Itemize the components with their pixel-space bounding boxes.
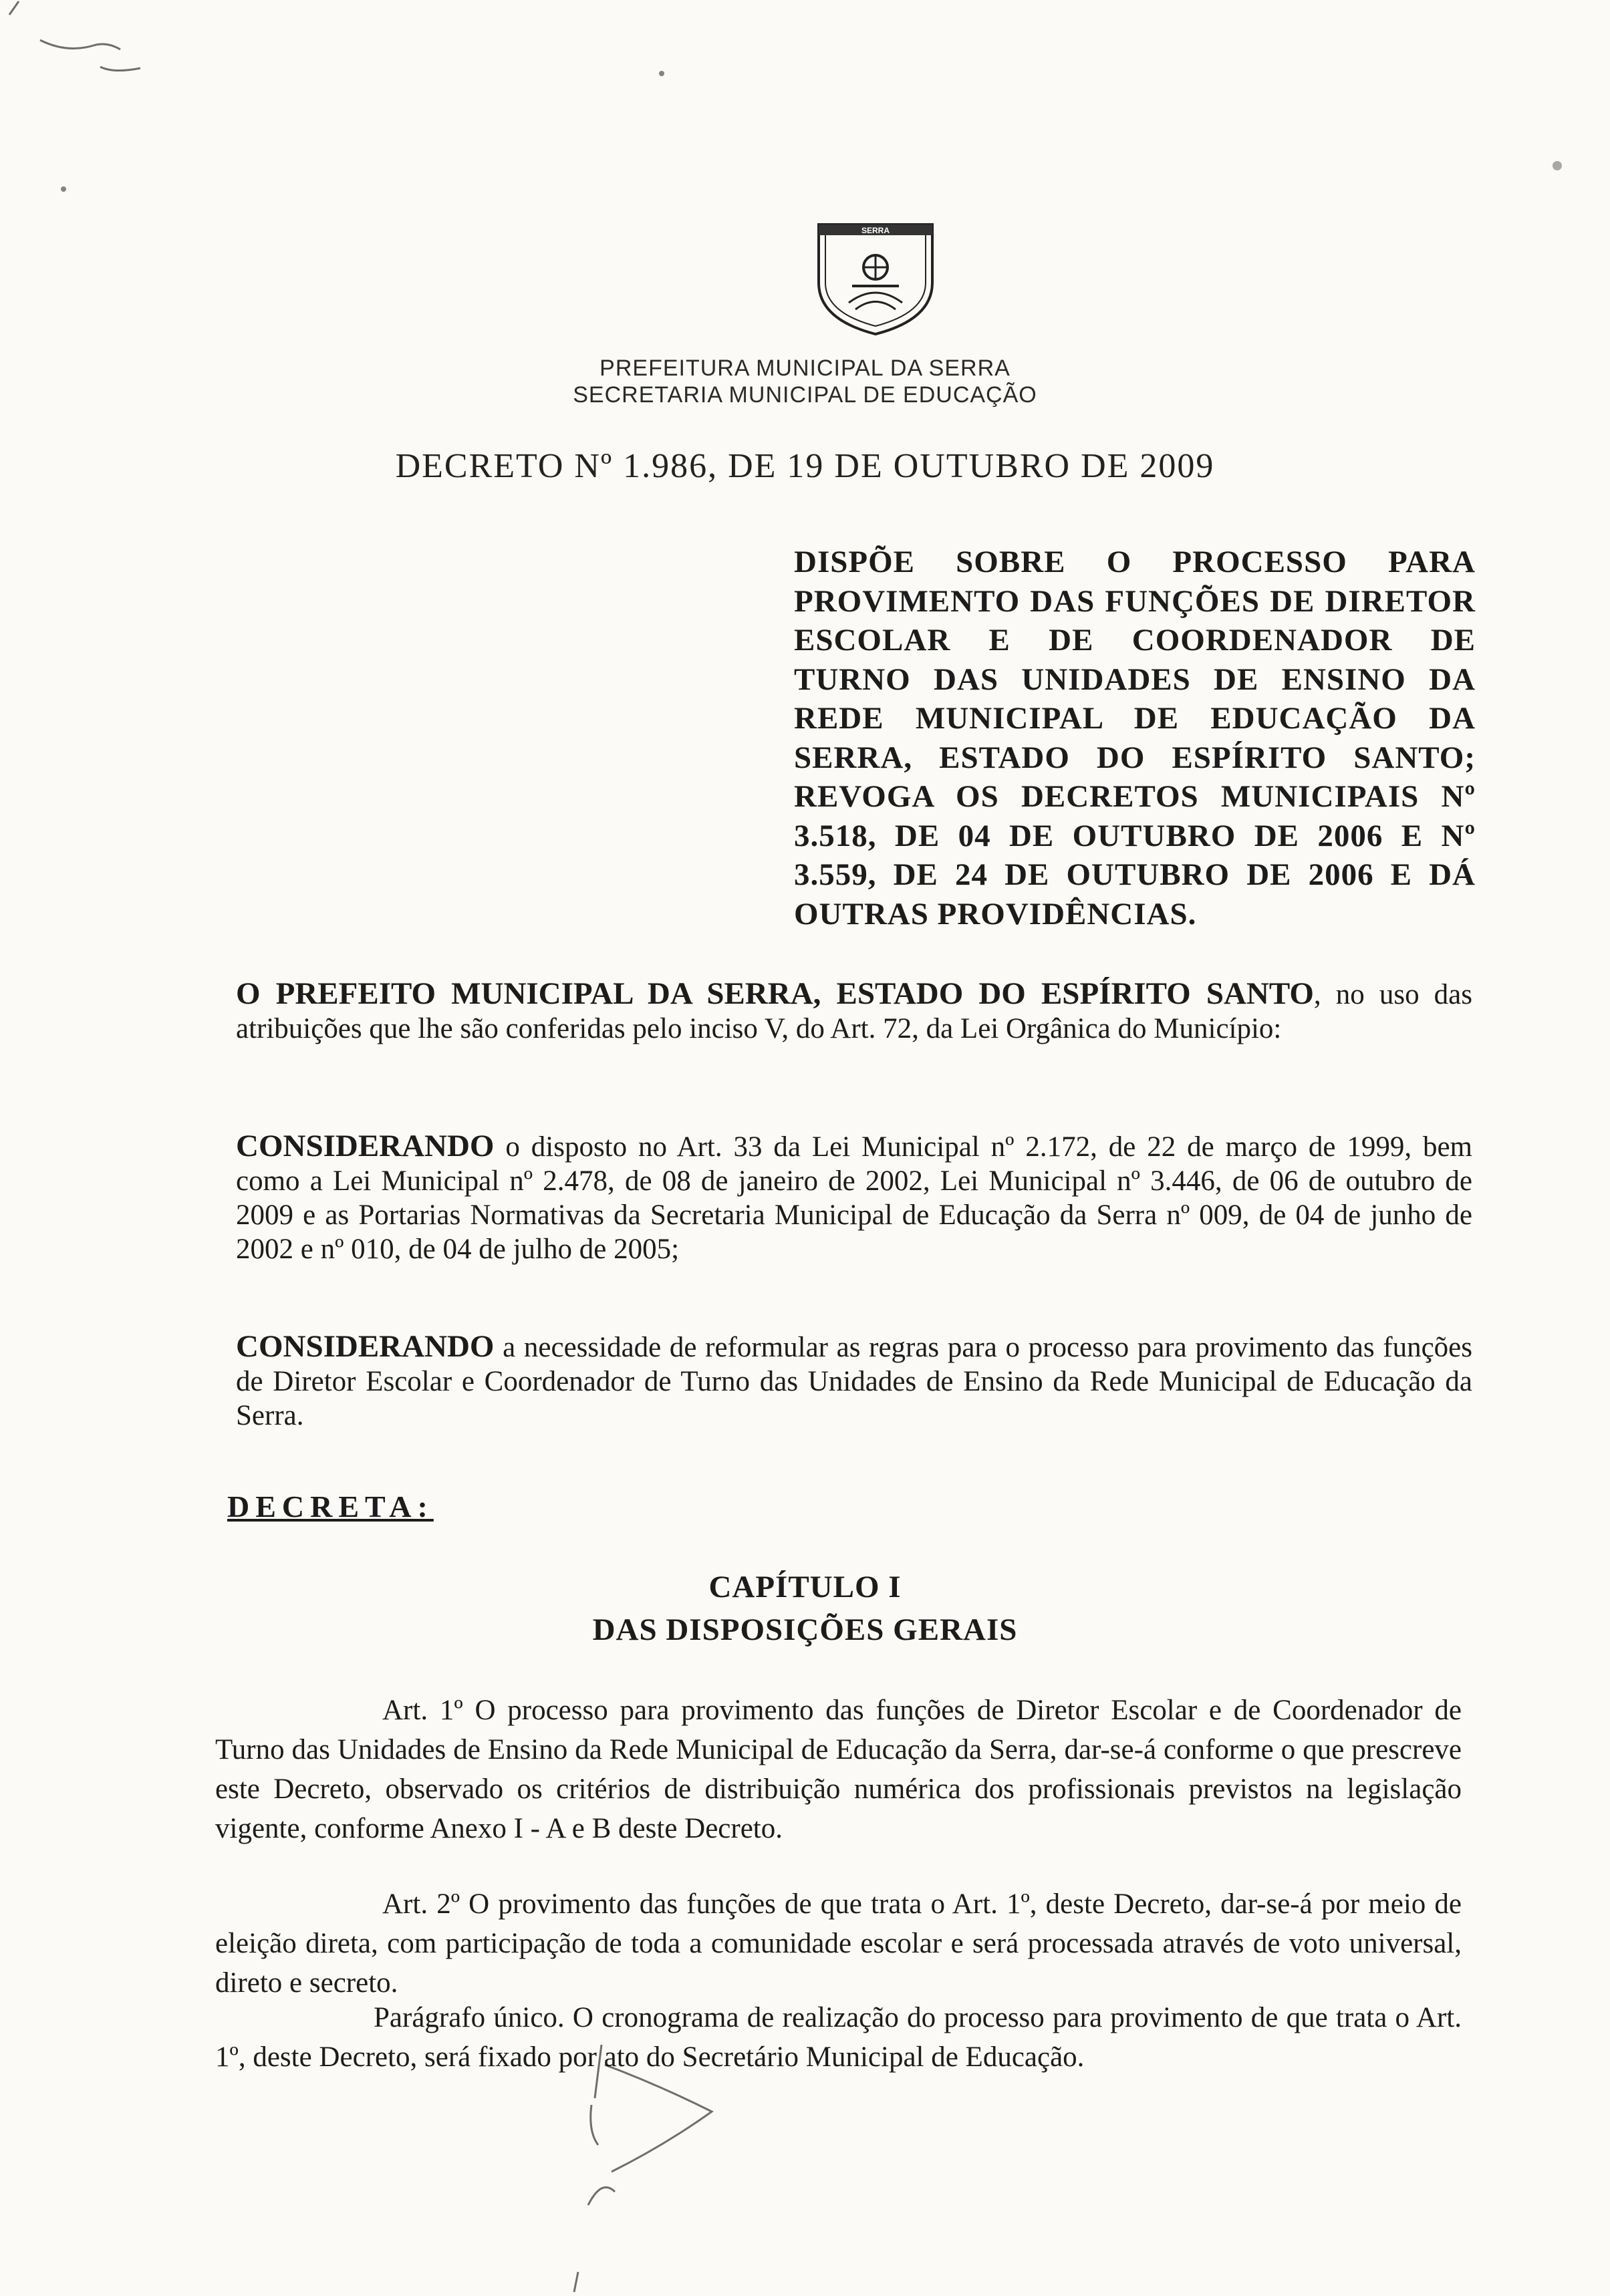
article-2: Art. 2º O provimento das funções de que trata o Art. 1º, deste Decreto, dar-se-á por meio de eleição direta, com participação de toda a comunidade escolar e será processada através de voto universal, direto e secreto. <box>215 1888 1462 1999</box>
preamble-lead: O PREFEITO MUNICIPAL DA SERRA, ESTADO DO ESPÍRITO SANTO <box>236 976 1314 1011</box>
decree-title: DECRETO Nº 1.986, DE 19 DE OUTUBRO DE 2009 <box>395 447 1215 485</box>
municipal-crest-icon <box>812 219 939 338</box>
decreta-heading: DECRETA: <box>227 1489 434 1524</box>
considerando-1-text: o disposto no Art. 33 da Lei Municipal nº 2.172, de 22 de março de 1999, bem como a Lei Municipal nº 2.478, de 08 de janeiro de 2002, Lei Municipal nº 3.446, de 06 de outubro de 2009 e as Portarias Normativas da Secretaria Municipal de Educação da Serra nº 009, de 04 de junho de 2002 e nº 010, de 04 de julho de 2005; <box>236 1131 1472 1265</box>
considerando-2 <box>236 1330 1472 1433</box>
preamble <box>236 977 1472 1046</box>
chapter-title: DAS DISPOSIÇÕES GERAIS <box>592 1612 1018 1647</box>
chapter-number: CAPÍTULO I <box>708 1570 902 1604</box>
header-prefeitura: PREFEITURA MUNICIPAL DA SERRA <box>599 355 1011 381</box>
preamble-text: , no uso das atribuições que lhe são conferidas pelo inciso V, do Art. 72, da Lei Orgânica do Município: <box>236 979 1472 1044</box>
considerando-1 <box>236 1129 1472 1266</box>
header-secretaria: SECRETARIA MUNICIPAL DE EDUCAÇÃO <box>573 382 1037 408</box>
considerando-2-text: a necessidade de reformular as regras para o processo para provimento das funções de Diretor Escolar e Coordenador de Turno das Unidades de Ensino da Rede Municipal de Educação da Serra. <box>236 1332 1472 1431</box>
handwritten-initials <box>588 2065 712 2205</box>
ementa: DISPÕE SOBRE O PROCESSO PARA PROVIMENTO DAS FUNÇÕES DE DIRETOR ESCOLAR E DE COORDENADOR DE TURNO DAS UNIDADES DE ENSINO DA REDE MUNICIPAL DE EDUCAÇÃO DA SERRA, ESTADO DO ESPÍRITO SANTO; REVOGA OS DECRETOS MUNICIPAIS Nº 3.518, DE 04 DE OUTUBRO DE 2006 E Nº 3.559, DE 24 DE OUTUBRO DE 2006 E DÁ OUTRAS PROVIDÊNCIAS. <box>794 545 1476 931</box>
article-2-paragrafo-unico: Parágrafo único. O cronograma de realização do processo para provimento de que trata o Art. 1º, deste Decreto, será fixado por ato do Secretário Municipal de Educação. <box>215 2002 1462 2073</box>
svg-text:SERRA: SERRA <box>861 226 890 235</box>
considerando-2-lead: CONSIDERANDO <box>236 1329 495 1364</box>
article-1: Art. 1º O processo para provimento das funções de Diretor Escolar e de Coordenador de Turno das Unidades de Ensino da Rede Municipal de Educação da Serra, dar-se-á conforme o que prescreve este Decreto, observado os critérios de distribuição numérica dos profissionais previstos na legislação vigente, conforme Anexo I - A e B deste Decreto. <box>215 1695 1462 1844</box>
considerando-1-lead: CONSIDERANDO <box>236 1129 495 1163</box>
